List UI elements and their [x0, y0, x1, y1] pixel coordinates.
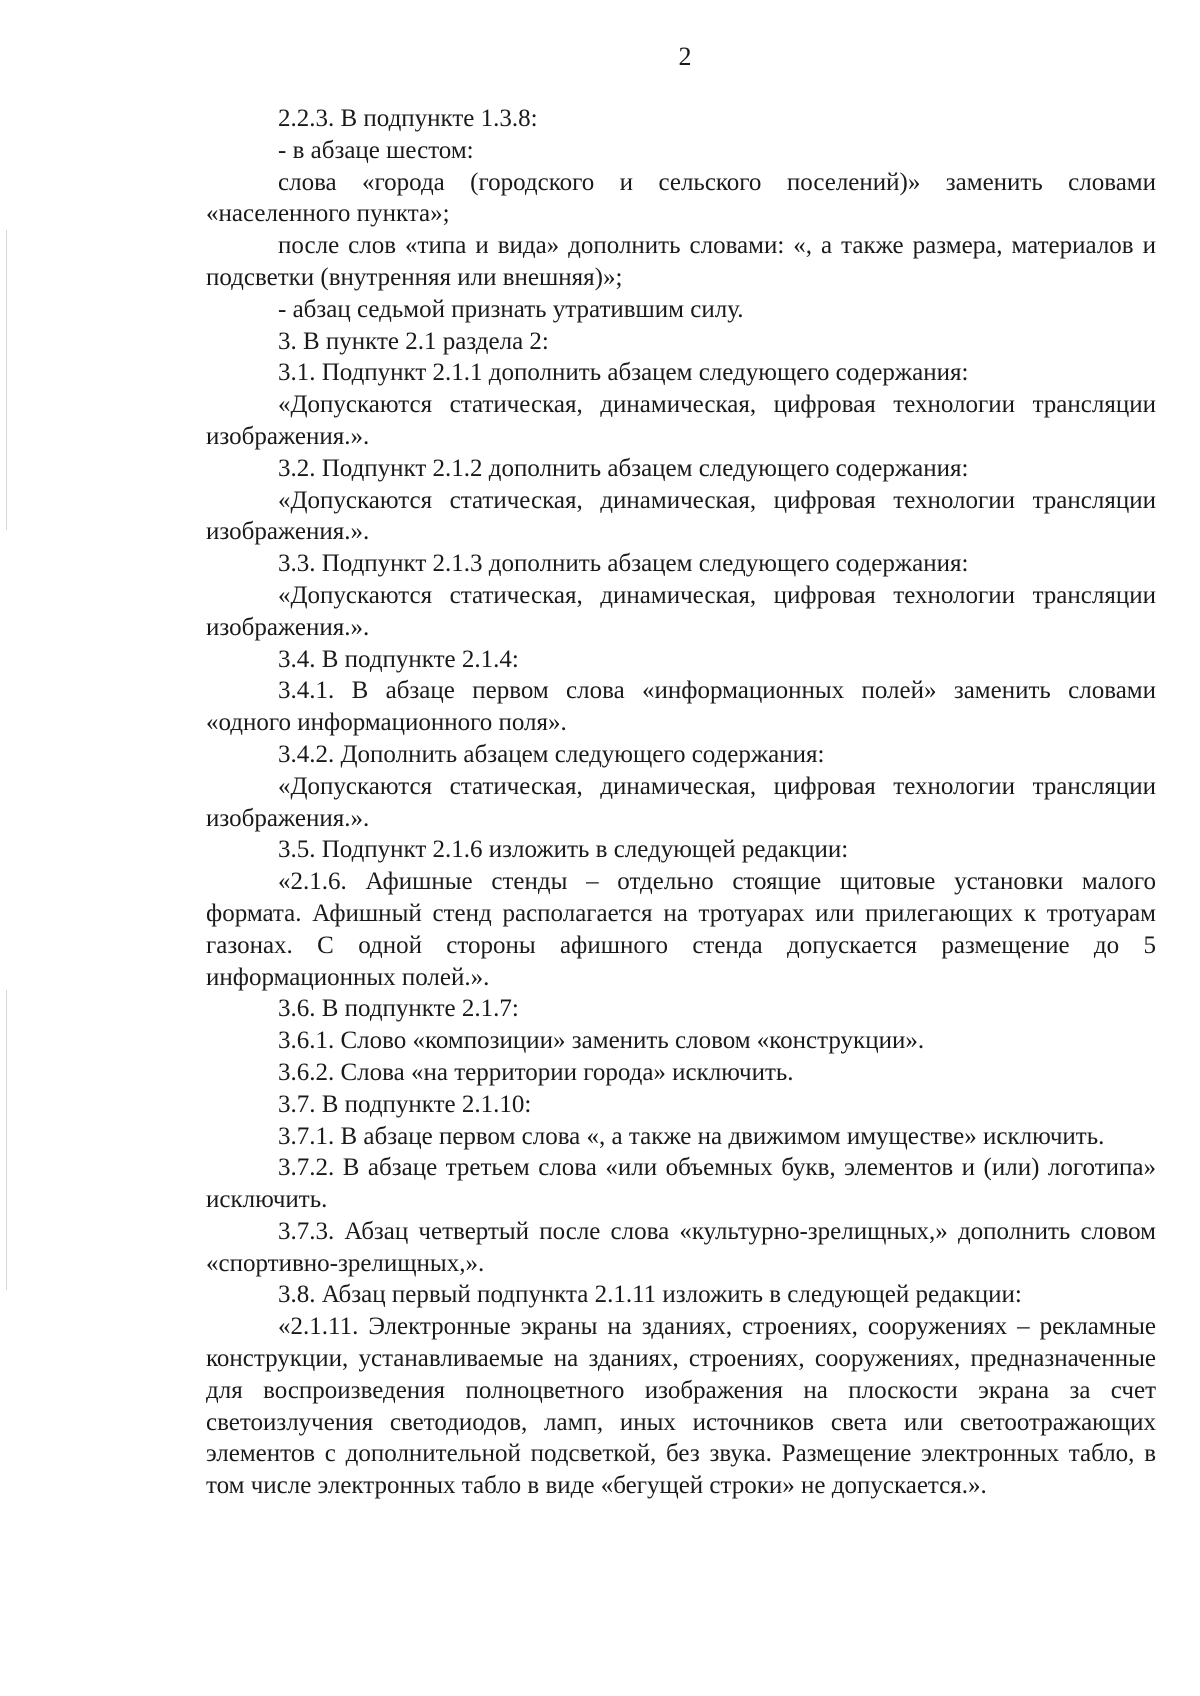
paragraph: - абзац седьмой признать утратившим силу. — [278, 295, 744, 323]
paragraph: «Допускаются статическая, динамическая, цифровая технологии трансляции изображения.». — [206, 581, 1156, 641]
paragraph: - в абзаце шестом: — [278, 136, 474, 164]
paragraph: 3.3. Подпункт 2.1.3 дополнить абзацем следующего содержания: — [278, 550, 969, 578]
paragraph: 3.6. В подпункте 2.1.7: — [278, 995, 519, 1023]
scan-binding-line-lower — [6, 990, 7, 1290]
paragraph: слова «города (городского и сельского поселений)» заменить словами «населенного пункта»; — [206, 168, 1156, 228]
paragraph: «Допускаются статическая, динамическая, цифровая технологии трансляции изображения.». — [206, 772, 1156, 832]
paragraph: 3.8. Абзац первый подпункта 2.1.11 изложить в следующей редакции: — [278, 1281, 1022, 1309]
paragraph: 3.2. Подпункт 2.1.2 дополнить абзацем следующего содержания: — [278, 454, 969, 482]
paragraph: 3.1. Подпункт 2.1.1 дополнить абзацем следующего содержания: — [278, 359, 969, 387]
paragraph: «Допускаются статическая, динамическая, цифровая технологии трансляции изображения.». — [206, 391, 1156, 450]
scan-binding-line-upper — [6, 230, 7, 530]
page-number: 2 — [678, 42, 692, 71]
paragraph: 3.5. Подпункт 2.1.6 изложить в следующей редакции: — [278, 836, 849, 864]
document-body — [206, 103, 1156, 1502]
paragraph: 3.4. В подпункте 2.1.4: — [278, 645, 519, 673]
paragraph: 3.7.2. В абзаце третьем слова «или объемных букв, элементов и (или) логотипа» исключить. — [206, 1154, 1156, 1214]
paragraph: «2.1.11. Электронные экраны на зданиях, строениях, сооружениях – рекламные конструкции, устанавливаемые на зданиях, строениях, сооружениях, предназначенные для воспроизведения полноцветного изображения на плоскости экрана за счет светоизлучения светодиодов, ламп, иных источников света или светоотражающих элементов с дополнительной подсветкой, без звука. Размещение электронных табло, в том числе электронных табло в виде «бегущей строки» не допускается.». — [206, 1313, 1156, 1500]
paragraph: 3. В пункте 2.1 раздела 2: — [278, 327, 549, 355]
paragraph: 3.6.1. Слово «композиции» заменить словом «конструкции». — [278, 1027, 925, 1055]
paragraph: 3.6.2. Слова «на территории города» исключить. — [278, 1058, 794, 1086]
paragraph: 2.2.3. В подпункте 1.3.8: — [278, 105, 538, 132]
paragraph: 3.4.1. В абзаце первом слова «информационных полей» заменить словами «одного информационного поля». — [206, 677, 1156, 737]
paragraph: «Допускаются статическая, динамическая, цифровая технологии трансляции изображения.». — [206, 486, 1156, 546]
paragraph: 3.7. В подпункте 2.1.10: — [278, 1090, 532, 1118]
paragraph: «2.1.6. Афишные стенды – отдельно стоящие щитовые установки малого формата. Афишный стенд располагается на тротуарах или прилегающих к тротуарам газонах. С одной стороны афишного стенда допускается размещение до 5 информационных полей.». — [206, 868, 1156, 991]
paragraph: после слов «типа и вида» дополнить словами: «, а также размера, материалов и подсветки (внутренняя или внешняя)»; — [206, 232, 1156, 291]
paragraph: 3.7.1. В абзаце первом слова «, а также на движимом имуществе» исключить. — [278, 1122, 1105, 1150]
paragraph: 3.4.2. Дополнить абзацем следующего содержания: — [278, 740, 825, 768]
paragraph: 3.7.3. Абзац четвертый после слова «культурно-зрелищных,» дополнить словом «спортивно-зрелищных,». — [206, 1217, 1156, 1277]
